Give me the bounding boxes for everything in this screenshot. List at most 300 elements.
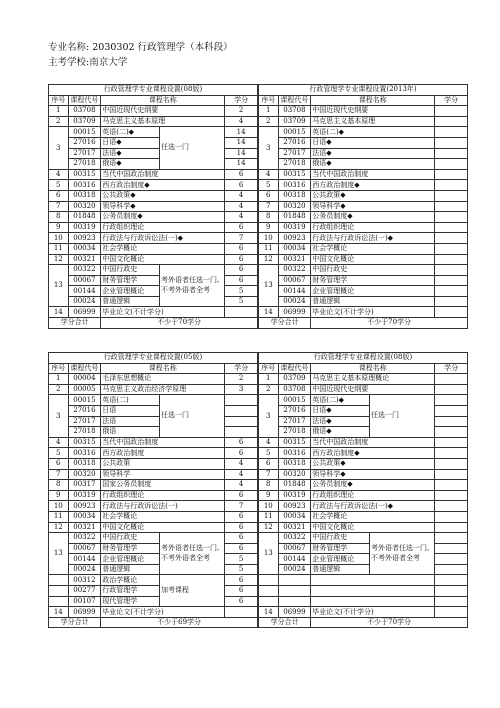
header-code: 课程代号: [278, 363, 311, 374]
table-header-row: [49, 95, 258, 106]
course-name: 马克思主义政治经济学原理: [101, 384, 225, 395]
course-credit: [225, 427, 258, 438]
course-credit: [435, 501, 468, 512]
course-code: 01848: [68, 212, 101, 223]
table-row: [259, 607, 468, 618]
row-number: 7: [259, 201, 279, 212]
course-name: 西方政治制度: [101, 448, 225, 459]
course-name: 行政组织理论: [101, 490, 225, 501]
course-code: 00316: [278, 180, 311, 191]
total-row: [49, 617, 258, 628]
major-value: 2030302 行政管理学（本科段）: [92, 42, 233, 53]
course-name: 财务管理学: [311, 543, 370, 554]
course-name: 政治学概论: [101, 575, 160, 586]
course-name: 西方政治制度◆: [311, 180, 435, 191]
course-credit: 14: [225, 127, 258, 138]
course-code: 00321: [68, 254, 101, 265]
course-name: 中国文化概论: [311, 254, 435, 265]
row-number: 10: [259, 233, 279, 244]
course-name: 英语(二)◆: [311, 395, 370, 406]
course-code: 00034: [278, 511, 311, 522]
table-row: [259, 490, 468, 501]
header-credit: 学分: [225, 95, 258, 106]
table-row: [259, 137, 468, 148]
table-row: [259, 127, 468, 138]
course-name: 法语◆: [311, 148, 435, 159]
row-number: 14: [259, 307, 279, 318]
course-credit: [435, 296, 468, 307]
table-row: [259, 437, 468, 448]
course-name: 当代中国政治制度: [101, 437, 225, 448]
course-credit: [435, 265, 468, 276]
table-title: 行政管理学专业课程设置(05版): [49, 353, 258, 364]
course-credit: [435, 427, 468, 438]
course-code: 00319: [68, 222, 101, 233]
row-number: 5: [259, 448, 279, 459]
row-number: 5: [49, 180, 69, 191]
course-name: 中国近现代史纲要: [311, 384, 435, 395]
table-row: [49, 106, 258, 117]
row-number: 4: [49, 169, 69, 180]
course-credit: 6: [225, 222, 258, 233]
course-code: 27018: [68, 159, 101, 170]
course-code: 27017: [68, 416, 101, 427]
course-credit: 6: [225, 448, 258, 459]
course-name: 普通逻辑: [101, 564, 160, 575]
course-credit: [225, 416, 258, 427]
course-credit: [435, 169, 468, 180]
row-number: 4: [259, 169, 279, 180]
course-code: 06999: [278, 607, 311, 618]
course-code: 00321: [278, 254, 311, 265]
course-code: 00315: [68, 437, 101, 448]
course-name: 法语◆: [311, 416, 370, 427]
course-name: 俄语: [101, 427, 160, 438]
course-code: 00067: [68, 543, 101, 554]
total-label: 学分合计: [259, 617, 311, 628]
total-row: [49, 318, 258, 329]
course-name: 行政法与行政诉讼法(一): [101, 501, 225, 512]
course-code: 06999: [68, 607, 101, 618]
table-row: [49, 137, 258, 148]
course-code: 01848: [278, 212, 311, 223]
course-name: 中国行政史: [311, 533, 370, 544]
table-row: [49, 296, 258, 307]
course-code: 00144: [278, 554, 311, 565]
course-credit: 7: [225, 233, 258, 244]
elective-note: 加考课程: [159, 575, 224, 607]
course-code: 00317: [68, 480, 101, 491]
course-name: 俄语◆: [311, 159, 435, 170]
course-name: 毕业论文(不计学分): [311, 307, 435, 318]
total-label: 学分合计: [259, 318, 311, 329]
row-number: 3: [49, 395, 69, 437]
course-credit: [435, 190, 468, 201]
elective-note: 任选一门: [369, 395, 434, 437]
course-name: 日语◆: [101, 137, 160, 148]
course-credit: [435, 490, 468, 501]
table-title: 行政管理学专业课程设置(08版): [49, 85, 258, 96]
course-credit: 6: [225, 522, 258, 533]
table-row: [259, 222, 468, 233]
course-name: 财务管理学: [311, 275, 435, 286]
row-number: 2: [49, 384, 69, 395]
course-name: [311, 575, 435, 586]
course-code: 27017: [68, 148, 101, 159]
table-row: [259, 533, 468, 544]
table-row: [49, 480, 258, 491]
table-row: [49, 490, 258, 501]
row-number: 9: [49, 490, 69, 501]
curriculum-table-2013: [258, 84, 468, 329]
course-credit: [435, 233, 468, 244]
table-row: [259, 405, 468, 416]
course-credit: 5: [225, 554, 258, 565]
course-code: 00312: [68, 575, 101, 586]
table-row: [49, 607, 258, 618]
course-credit: [225, 395, 258, 406]
course-credit: [225, 405, 258, 416]
course-name: 现代管理学: [101, 596, 160, 607]
course-credit: 14: [225, 148, 258, 159]
header-no: 序号: [259, 95, 279, 106]
course-credit: 4: [225, 212, 258, 223]
row-number: [49, 575, 69, 586]
table-row: [259, 307, 468, 318]
table-header-row: [259, 95, 468, 106]
course-credit: 5: [225, 564, 258, 575]
course-name: 国家公务员制度: [101, 480, 225, 491]
row-number: 8: [259, 480, 279, 491]
course-code: 00315: [278, 169, 311, 180]
course-code: 27016: [68, 405, 101, 416]
course-credit: [435, 575, 468, 586]
course-credit: 14: [225, 137, 258, 148]
table-title: 行政管理学专业课程设置(2013年): [259, 85, 468, 96]
course-credit: 4: [225, 469, 258, 480]
total-label: 学分合计: [49, 318, 101, 329]
table-row: [259, 106, 468, 117]
row-number: 7: [49, 201, 69, 212]
course-code: 27016: [68, 137, 101, 148]
table-row: [49, 222, 258, 233]
row-number: 8: [259, 212, 279, 223]
course-code: 00024: [278, 296, 311, 307]
course-credit: [435, 254, 468, 265]
course-credit: [435, 448, 468, 459]
table-row: [49, 169, 258, 180]
course-name: 毛泽东思想概论: [101, 374, 225, 385]
course-code: 00316: [68, 448, 101, 459]
table-row: [259, 296, 468, 307]
course-credit: 6: [225, 575, 258, 586]
course-credit: [435, 596, 468, 607]
course-credit: 6: [225, 169, 258, 180]
row-number: 1: [49, 106, 69, 117]
table-title-row: [259, 85, 468, 96]
course-code: [278, 596, 311, 607]
course-code: 00319: [278, 222, 311, 233]
course-code: [278, 586, 311, 597]
course-credit: 6: [225, 275, 258, 286]
course-code: 06999: [278, 307, 311, 318]
table-row: [49, 522, 258, 533]
course-code: 00320: [68, 469, 101, 480]
course-code: 06999: [68, 307, 101, 318]
course-name: 法语◆: [101, 148, 160, 159]
table-row: [49, 596, 258, 607]
course-name: 当代中国政治制度: [311, 169, 435, 180]
row-number: 1: [259, 374, 279, 385]
elective-note: 任选一门: [159, 395, 224, 437]
course-name: 英语(二): [101, 395, 160, 406]
table-row: [49, 543, 258, 554]
course-credit: 6: [225, 180, 258, 191]
course-name: 中国行政史: [101, 533, 160, 544]
course-credit: [435, 395, 468, 406]
row-number: 5: [259, 180, 279, 191]
course-name: 企业管理概论: [311, 286, 435, 297]
course-credit: [435, 554, 468, 565]
course-credit: 6: [225, 437, 258, 448]
course-name: 社会学概论: [311, 243, 435, 254]
course-credit: 5: [225, 286, 258, 297]
row-number: 3: [259, 395, 279, 437]
course-credit: [225, 307, 258, 318]
course-code: 00034: [68, 243, 101, 254]
course-name: 毕业论文(不计学分): [101, 607, 225, 618]
row-number: 14: [49, 607, 69, 618]
course-code: 00923: [68, 501, 101, 512]
table-row: [49, 254, 258, 265]
course-name: 西方政治制度◆: [101, 180, 225, 191]
course-code: 00315: [278, 437, 311, 448]
table-row: [49, 458, 258, 469]
row-number: 10: [49, 501, 69, 512]
table-row: [259, 286, 468, 297]
course-name: 马克思主义基本原理: [101, 116, 225, 127]
course-credit: [435, 148, 468, 159]
course-code: 00067: [278, 543, 311, 554]
header-name: 课程名称: [101, 363, 225, 374]
course-credit: [435, 416, 468, 427]
course-name: 中国行政史: [101, 265, 160, 276]
course-credit: 4: [225, 116, 258, 127]
row-number: [259, 596, 279, 607]
curriculum-table-05: [48, 352, 258, 628]
table-row: [49, 469, 258, 480]
table-row: [259, 416, 468, 427]
course-credit: [435, 458, 468, 469]
course-name: 中国行政史: [311, 265, 435, 276]
course-credit: 6: [225, 586, 258, 597]
course-name: 马克思主义基本原理概论: [311, 374, 435, 385]
course-code: 00318: [278, 190, 311, 201]
course-credit: 4: [225, 480, 258, 491]
course-name: 领导科学◆: [311, 201, 435, 212]
course-credit: 6: [225, 490, 258, 501]
row-number: 14: [49, 307, 69, 318]
row-number: 6: [49, 190, 69, 201]
school-label: 主考学校:: [48, 57, 90, 68]
row-number: 12: [259, 522, 279, 533]
elective-note: 考外语者任选一门,不考外语者全考: [159, 265, 224, 307]
course-code: 27018: [68, 427, 101, 438]
row-number: 12: [49, 254, 69, 265]
course-credit: 4: [225, 458, 258, 469]
course-code: 00322: [278, 265, 311, 276]
table-row: [49, 180, 258, 191]
row-number: 6: [259, 190, 279, 201]
table-row: [49, 384, 258, 395]
table-row: [49, 554, 258, 565]
course-name: 企业管理概论: [101, 286, 160, 297]
course-name: 中国文化概论: [101, 254, 225, 265]
course-credit: [435, 222, 468, 233]
course-code: 00322: [278, 533, 311, 544]
row-number: 9: [259, 222, 279, 233]
header-credit: 学分: [225, 363, 258, 374]
course-credit: 6: [225, 511, 258, 522]
course-name: 中国文化概论: [311, 522, 435, 533]
course-name: 财务管理学: [101, 543, 160, 554]
table-row: [259, 233, 468, 244]
course-credit: [435, 116, 468, 127]
table-row: [259, 511, 468, 522]
row-number: 8: [49, 212, 69, 223]
table-title-row: [259, 353, 468, 364]
course-code: 00322: [68, 265, 101, 276]
header-credit: 学分: [435, 95, 468, 106]
course-name: 当代中国政治制度: [311, 437, 435, 448]
elective-note: 任选一门: [159, 127, 224, 169]
course-code: 00321: [68, 522, 101, 533]
table-row: [49, 405, 258, 416]
row-number: 10: [49, 233, 69, 244]
course-code: 00144: [278, 286, 311, 297]
course-name: 公务员制度◆: [101, 212, 225, 223]
course-name: [311, 586, 435, 597]
course-credit: 7: [225, 501, 258, 512]
table-row: [49, 416, 258, 427]
course-code: 00107: [68, 596, 101, 607]
table-row: [49, 286, 258, 297]
course-code: 00319: [278, 490, 311, 501]
table-row: [259, 575, 468, 586]
table-row: [259, 169, 468, 180]
course-name: 领导科学◆: [101, 201, 225, 212]
table-row: [49, 190, 258, 201]
total-value: 不少于70学分: [311, 318, 468, 329]
table-row: [259, 501, 468, 512]
table-title-row: [49, 85, 258, 96]
course-code: 03709: [278, 374, 311, 385]
table-row: [259, 201, 468, 212]
course-credit: 2: [225, 374, 258, 385]
table-row: [49, 501, 258, 512]
course-credit: [435, 180, 468, 191]
course-code: [278, 575, 311, 586]
row-number: 1: [259, 106, 279, 117]
table-row: [259, 265, 468, 276]
course-name: 日语: [101, 405, 160, 416]
course-code: 03708: [278, 106, 311, 117]
course-credit: [435, 543, 468, 554]
table-row: [259, 275, 468, 286]
course-name: 马克思主义基本原理: [311, 116, 435, 127]
header-no: 序号: [49, 363, 69, 374]
total-value: 不少于69学分: [101, 617, 258, 628]
course-credit: [435, 106, 468, 117]
row-number: 14: [259, 607, 279, 618]
row-number: 3: [49, 127, 69, 169]
table-row: [49, 265, 258, 276]
course-name: 毕业论文(不计学分): [101, 307, 225, 318]
course-code: 03708: [68, 106, 101, 117]
curriculum-table-08-left: [48, 84, 258, 329]
course-credit: [435, 437, 468, 448]
course-name: 公共政策◆: [311, 458, 435, 469]
course-code: 00015: [278, 395, 311, 406]
course-code: 00316: [68, 180, 101, 191]
course-credit: 6: [225, 543, 258, 554]
course-name: 公务员制度◆: [311, 480, 435, 491]
row-number: 12: [49, 522, 69, 533]
course-name: 英语(二)◆: [101, 127, 160, 138]
row-number: 6: [259, 458, 279, 469]
table-row: [259, 469, 468, 480]
course-code: 00318: [278, 458, 311, 469]
course-name: 企业管理概论: [101, 554, 160, 565]
row-number: [259, 575, 279, 586]
course-credit: 4: [225, 190, 258, 201]
course-name: 领导科学◆: [311, 469, 435, 480]
course-code: 27016: [278, 405, 311, 416]
course-code: 27018: [278, 427, 311, 438]
table-row: [49, 437, 258, 448]
table-row: [259, 243, 468, 254]
table-row: [49, 159, 258, 170]
course-credit: [435, 201, 468, 212]
table-row: [49, 564, 258, 575]
header-code: 课程代号: [68, 95, 101, 106]
course-code: 00923: [278, 233, 311, 244]
course-code: 00320: [68, 201, 101, 212]
row-number: 2: [49, 116, 69, 127]
table-row: [259, 190, 468, 201]
table-row: [259, 395, 468, 406]
course-credit: [435, 374, 468, 385]
course-code: 27017: [278, 148, 311, 159]
course-code: 00144: [68, 554, 101, 565]
elective-note: 考外语者任选一门,不考外语者全考: [369, 533, 434, 575]
course-name: 财务管理学: [101, 275, 160, 286]
header-no: 序号: [259, 363, 279, 374]
course-name: 日语◆: [311, 137, 435, 148]
course-name: 普通逻辑: [311, 564, 370, 575]
total-row: [259, 617, 468, 628]
course-credit: [225, 607, 258, 618]
course-code: 00034: [278, 243, 311, 254]
table-row: [49, 201, 258, 212]
table-row: [259, 180, 468, 191]
row-number: [49, 586, 69, 597]
total-value: 不少于70学分: [311, 617, 468, 628]
course-name: 公务员制度◆: [311, 212, 435, 223]
table-row: [49, 148, 258, 159]
major-line: [48, 40, 233, 55]
row-number: 13: [49, 533, 69, 575]
